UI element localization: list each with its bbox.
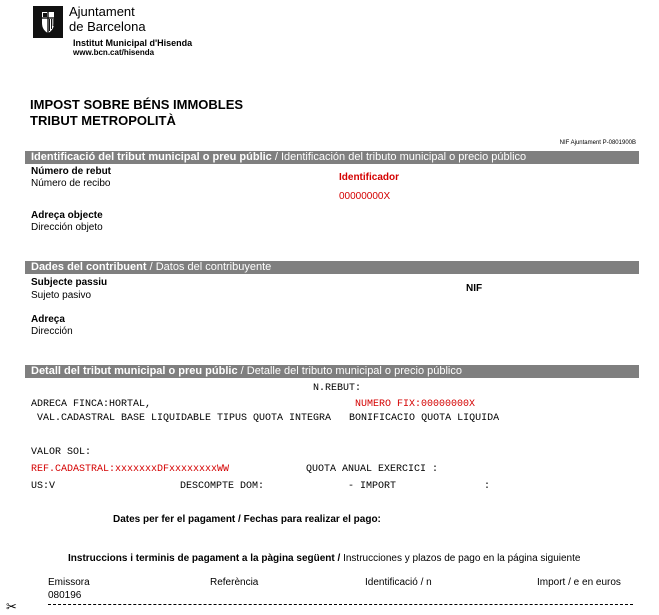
amount-label: Import / e en euros	[537, 577, 621, 588]
payment-dates-label: Dates per fer el pagament / Fechas para realizar el pago:	[113, 514, 381, 525]
document-title-line1: IMPOST SOBRE BÉNS IMMOBLES	[30, 97, 244, 112]
section-header-ca: Detall del tribut municipal o preu públic	[31, 365, 238, 377]
section-taxpayer-header	[25, 261, 639, 274]
instructions-ca: Instruccions i terminis de pagament a la pàgina següent /	[68, 553, 344, 564]
receipt-label-es: Número de recibo	[31, 178, 111, 189]
instructions-es: Instrucciones y plazos de pago en la página siguiente	[343, 553, 581, 564]
barcelona-shield-icon	[33, 6, 63, 38]
receipt-label-ca: Número de rebut	[31, 166, 112, 177]
address-object-es: Dirección objeto	[31, 222, 103, 233]
detail-columns-header: VAL.CADASTRAL BASE LIQUIDABLE TIPUS QUOTA INTEGRA BONIFICACIO QUOTA LIQUIDA	[37, 413, 500, 424]
section-header-ca: Identificació del tribut municipal o preu públic	[31, 151, 272, 163]
identifier-value: 00000000X	[339, 191, 391, 202]
import-field: - IMPORT	[348, 481, 397, 492]
section-header-es: / Datos del contribuyente	[146, 261, 272, 273]
fixed-number-field: NUMERO FIX:00000000X	[355, 399, 476, 410]
annual-quota-field: QUOTA ANUAL EXERCICI :	[306, 464, 439, 475]
scissors-icon: ✂	[6, 599, 17, 614]
taxpayer-label	[31, 277, 107, 288]
org-name-line1: Ajuntament	[69, 4, 135, 19]
nif-label: NIF	[466, 283, 483, 294]
section-header-es: / Detalle del tributo municipal o precio público	[237, 365, 462, 377]
taxpayer-address-label	[31, 314, 65, 325]
taxpayer-label-es: Sujeto pasivo	[31, 290, 92, 301]
nif-ajuntament: NIF Ajuntament P-0801900B	[559, 140, 636, 146]
cadastral-reference-field: REF.CADASTRAL:xxxxxxxDFxxxxxxxxWW	[31, 464, 230, 475]
address-object-label	[31, 210, 103, 221]
identifier-label: Identificador	[339, 172, 400, 183]
address-object-ca: Adreça objecte	[31, 210, 103, 221]
cut-line	[48, 604, 633, 605]
section-identification-header	[25, 151, 639, 164]
identification-label: Identificació / n	[365, 577, 432, 588]
institute-url: www.bcn.cat/hisenda	[73, 48, 155, 57]
section-header-es: / Identificación del tributo municipal o precio público	[271, 151, 527, 163]
land-value-field: VALOR SOL:	[31, 447, 92, 458]
section-detail-header	[25, 365, 639, 378]
taxpayer-address-ca: Adreça	[31, 314, 65, 325]
receipt-number-label	[31, 166, 111, 177]
document-title-line2: TRIBUT METROPOLITÀ	[30, 113, 176, 128]
discount-field: DESCOMPTE DOM:	[180, 481, 265, 492]
taxpayer-address-es: Dirección	[31, 326, 73, 337]
issuer-value: 080196	[48, 590, 82, 601]
use-field: US:V	[31, 481, 56, 492]
receipt-number-field: N.REBUT:	[313, 383, 362, 394]
org-name-line2: de Barcelona	[69, 19, 146, 34]
issuer-label: Emissora	[48, 577, 90, 588]
section-header-ca: Dades del contribuent	[31, 261, 147, 273]
taxpayer-label-ca: Subjecte passiu	[31, 277, 108, 288]
reference-label: Referència	[210, 577, 259, 588]
institute-name: Institut Municipal d'Hisenda	[73, 38, 193, 48]
import-colon: :	[484, 481, 491, 492]
payment-instructions	[68, 553, 580, 564]
property-address-field: ADRECA FINCA:HORTAL,	[31, 399, 152, 410]
